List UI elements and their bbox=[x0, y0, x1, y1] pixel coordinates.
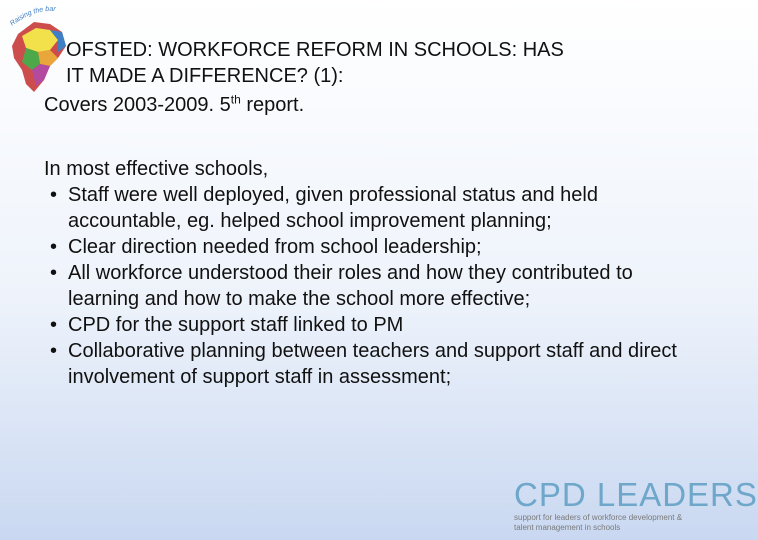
list-item bbox=[44, 234, 694, 260]
list-item-text: CPD for the support staff linked to PM bbox=[68, 314, 404, 336]
bullet-icon: • bbox=[50, 236, 58, 258]
cpd-logo-tagline-1: support for leaders of workforce development & bbox=[514, 513, 683, 522]
cpd-logo-name: CPD LEADERS bbox=[514, 476, 758, 513]
list-item bbox=[44, 260, 694, 312]
logo-arc-text: Raising the bar bbox=[9, 5, 56, 28]
slide-body bbox=[44, 156, 694, 390]
title-line-1: OFSTED: WORKFORCE REFORM IN SCHOOLS: HAS bbox=[66, 39, 564, 61]
subtitle-suffix: report. bbox=[240, 94, 305, 116]
cpd-leaders-logo bbox=[514, 476, 758, 534]
list-item bbox=[44, 182, 694, 234]
bullet-icon: • bbox=[50, 340, 58, 362]
cpd-logo-tagline-2: talent management in schools bbox=[514, 523, 621, 532]
list-item bbox=[44, 312, 694, 338]
subtitle-prefix: Covers 2003-2009. 5 bbox=[44, 94, 231, 116]
bullet-list bbox=[44, 182, 694, 390]
title-line-2: IT MADE A DIFFERENCE? (1): bbox=[66, 65, 344, 87]
list-item-text: Collaborative planning between teachers and support staff and direct involvement of support staff in assessment; bbox=[68, 340, 677, 388]
slide-title bbox=[66, 37, 706, 89]
list-item-text: Clear direction needed from school leadership; bbox=[68, 236, 482, 258]
bullet-icon: • bbox=[50, 262, 58, 284]
list-item-text: Staff were well deployed, given professional status and held accountable, eg. helped school improvement planning; bbox=[68, 184, 598, 232]
bullet-icon: • bbox=[50, 184, 58, 206]
list-item bbox=[44, 338, 694, 390]
list-item-text: All workforce understood their roles and how they contributed to learning and how to make the school more effective; bbox=[68, 262, 633, 310]
body-intro: In most effective schools, bbox=[44, 158, 269, 180]
subtitle-superscript: th bbox=[230, 92, 241, 107]
slide-subtitle bbox=[44, 92, 304, 118]
bullet-icon: • bbox=[50, 314, 58, 336]
